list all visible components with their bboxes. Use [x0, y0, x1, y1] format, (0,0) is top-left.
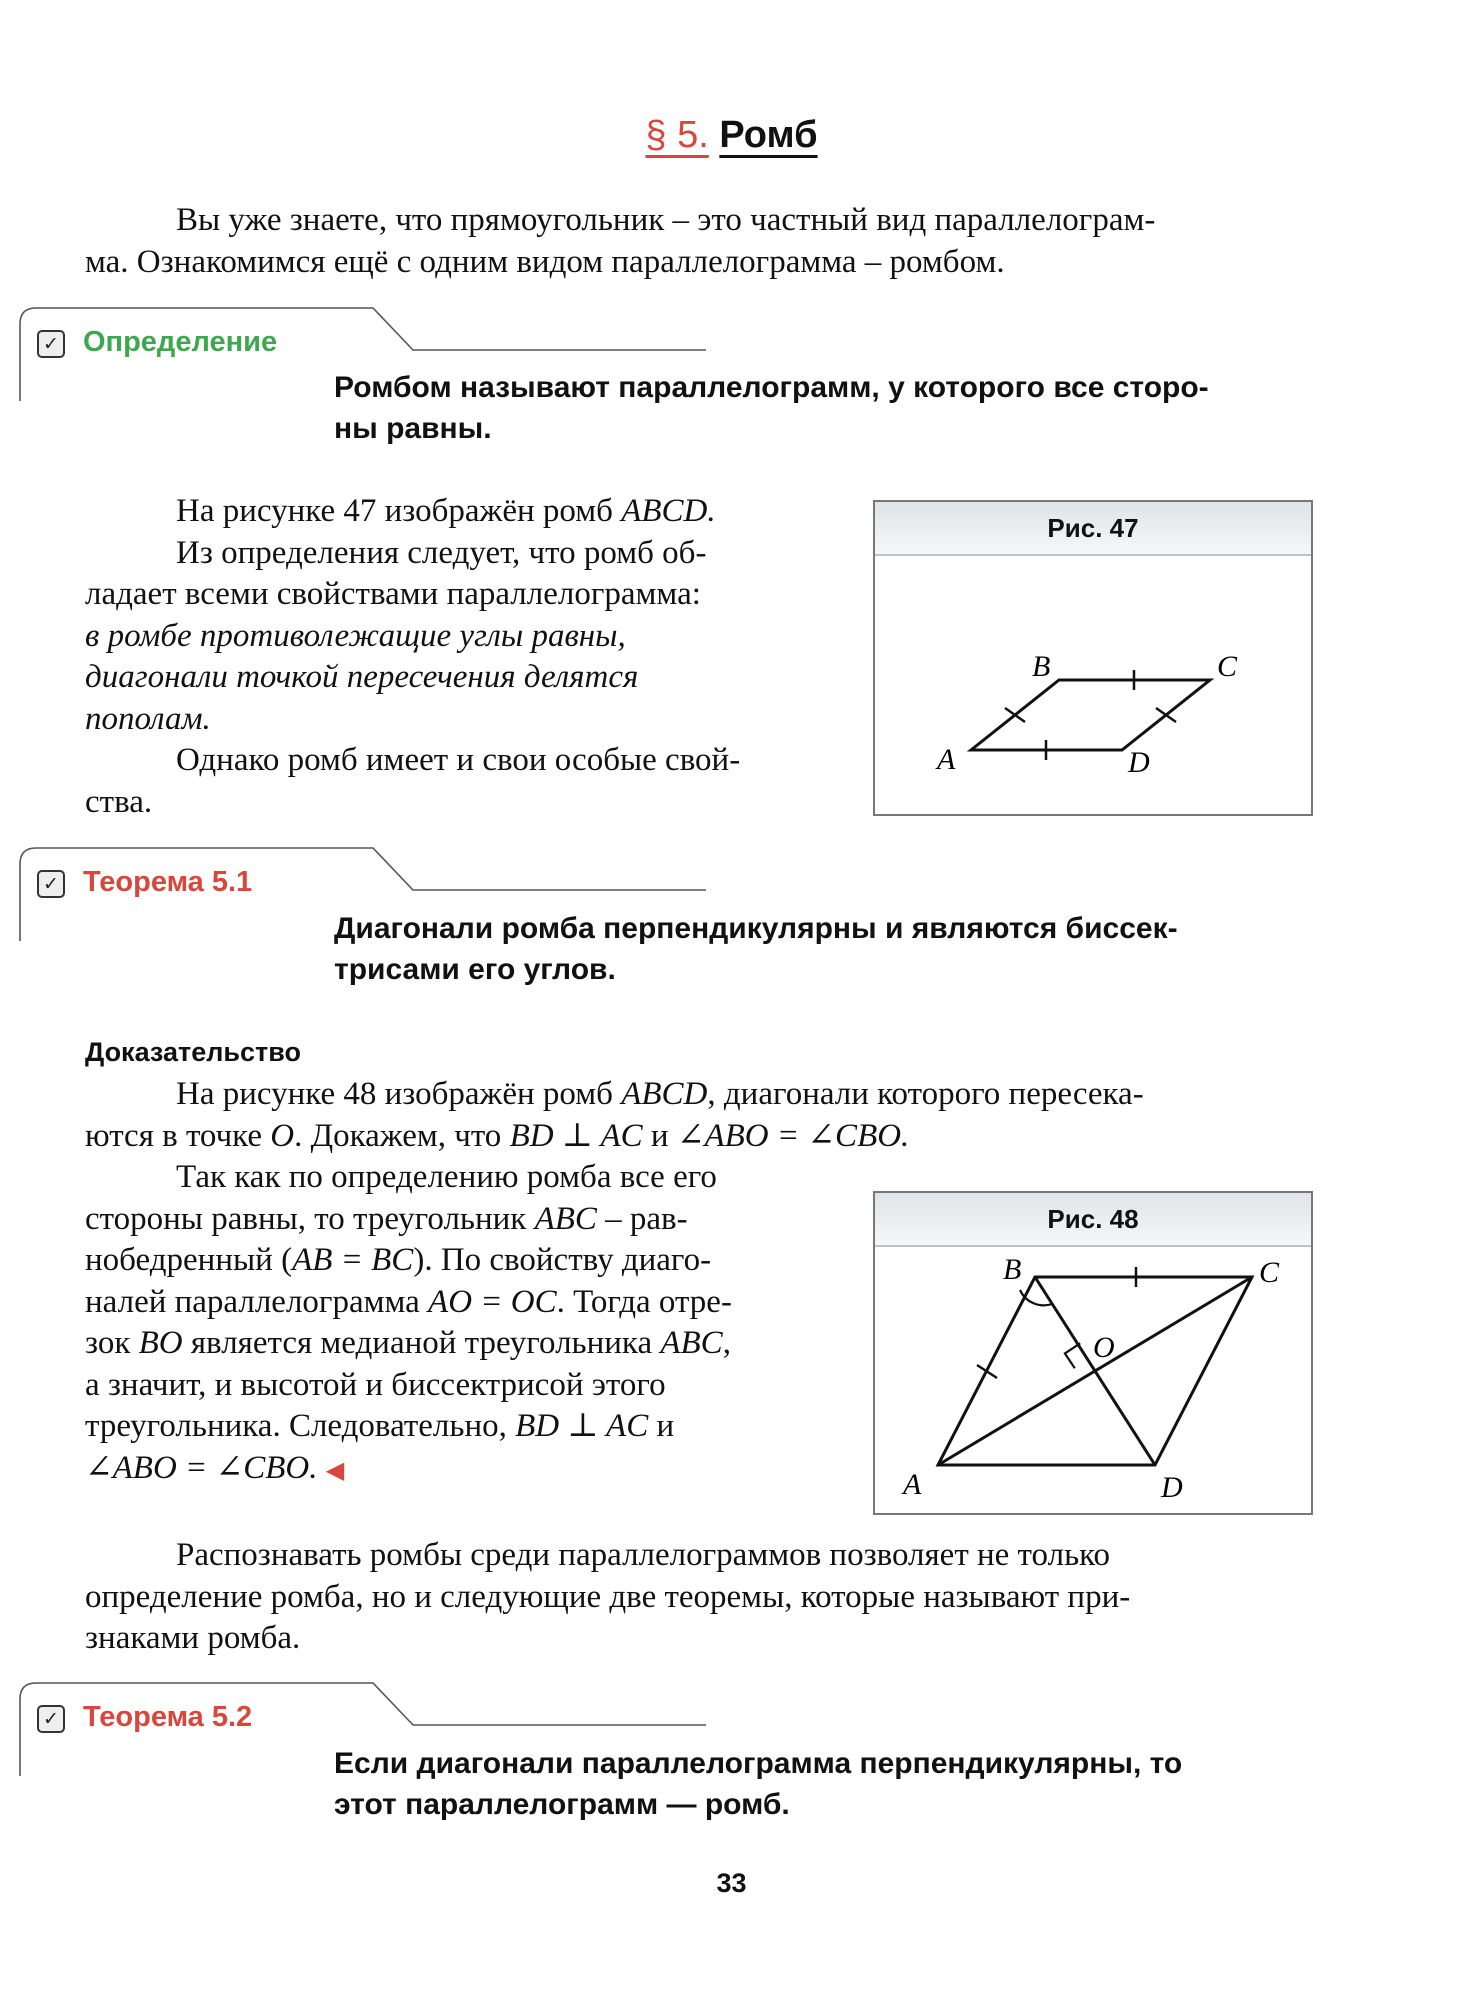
point-label-b: B — [1003, 1253, 1022, 1286]
checkbox-icon: ✓ — [37, 330, 65, 358]
definition-text — [334, 367, 1309, 449]
checkbox-icon: ✓ — [37, 1705, 65, 1733]
point-label-c: C — [1259, 1256, 1280, 1289]
checkbox-icon: ✓ — [37, 870, 65, 898]
figure-caption: Рис. 47 — [875, 502, 1311, 556]
para-line-italic: пополам. — [85, 700, 211, 737]
para-line: Распознавать ромбы среди параллелограммов позволяет не только — [176, 1537, 1110, 1573]
point-label-a: A — [937, 743, 956, 776]
figure-47 — [873, 500, 1313, 816]
theorem-line: этот параллелограмм — ромб. — [334, 1788, 790, 1821]
definition-line: ны равны. — [334, 412, 492, 445]
point-label-o: O — [1093, 1331, 1115, 1364]
proof-line: стороны равны, то треугольник ABC – рав- — [85, 1200, 688, 1237]
theorem-label: Теорема 5.2 — [83, 1701, 253, 1733]
proof-line: Так как по определению ромба все его — [176, 1159, 717, 1195]
paragraph-rhombus-criteria — [85, 1535, 1310, 1660]
para-line: ства. — [85, 783, 153, 820]
proof-intro — [85, 1074, 1310, 1157]
proof-heading: Доказательство — [85, 1037, 301, 1067]
proof-body — [85, 1157, 825, 1492]
section-name: Ромб — [719, 114, 818, 156]
theorem-text — [334, 908, 1309, 990]
para-line-italic: диагонали точкой пересечения делятся — [85, 659, 639, 695]
proof-line: зок BO является медианой треугольника ABC, — [85, 1325, 731, 1361]
proof-line: ∠ABO = ∠CBO. ◀ — [85, 1449, 345, 1486]
point-label-a: A — [903, 1468, 922, 1501]
figure-caption: Рис. 48 — [875, 1193, 1311, 1247]
proof-line: ются в точке O. Докажем, что BD ⊥ AC и ∠ABO = ∠CBO. — [85, 1117, 910, 1154]
theorem-label: Теорема 5.1 — [83, 866, 253, 898]
intro-paragraph — [85, 200, 1310, 283]
definition-label: Определение — [83, 326, 278, 358]
point-label-d: D — [1128, 746, 1150, 779]
para-line: знаками ромба. — [85, 1620, 301, 1656]
theorem-line: трисами его углов. — [334, 953, 616, 986]
proof-line: треугольника. Следовательно, BD ⊥ AC и — [85, 1408, 675, 1444]
rhombus-shape — [971, 680, 1210, 750]
section-number: § 5. — [645, 114, 709, 156]
right-angle-mark — [1065, 1343, 1080, 1368]
definition-line: Ромбом называют параллелограмм, у которого все сторо- — [334, 371, 1209, 404]
proof-line: На рисунке 48 изображён ромб ABCD, диагонали которого пересека- — [176, 1076, 1144, 1112]
rhombus-diagonals-diagram — [875, 1247, 1311, 1513]
theorem-line: Если диагонали параллелограмма перпендикулярны, то — [334, 1747, 1183, 1780]
para-line: определение ромба, но и следующие две теоремы, которые называют при- — [85, 1578, 1131, 1615]
point-label-b: B — [1032, 650, 1051, 683]
figure-48 — [873, 1191, 1313, 1515]
paragraph-rhombus-properties — [85, 491, 825, 823]
para-line: ладает всеми свойствами параллелограмма: — [85, 576, 701, 612]
rhombus-diagram — [875, 556, 1311, 814]
point-label-c: C — [1217, 650, 1238, 683]
proof-line: нобедренный (AB = BC). По свойству диаго- — [85, 1242, 712, 1278]
section-title — [0, 114, 1463, 157]
para-line-italic: в ромбе противолежащие углы равны, — [85, 617, 626, 654]
intro-line: Вы уже знаете, что прямоугольник – это частный вид параллелограм- — [176, 202, 1156, 238]
qed-marker-icon: ◀ — [325, 1457, 345, 1484]
theorem-line: Диагонали ромба перпендикулярны и являются биссек- — [334, 912, 1178, 945]
para-line: Однако ромб имеет и свои особые свой- — [176, 742, 741, 778]
intro-line: ма. Ознакомимся ещё с одним видом параллелограмма – ромбом. — [85, 243, 1005, 280]
theorem-text — [334, 1743, 1309, 1825]
page-number: 33 — [716, 1868, 747, 1898]
math-abcd: ABCD. — [621, 493, 716, 529]
diagonal-bd — [1035, 1277, 1155, 1465]
para-line: На рисунке 47 изображён ромб ABCD. — [176, 493, 716, 529]
proof-line: налей параллелограмма AO = OC. Тогда отре- — [85, 1283, 732, 1320]
para-line: Из определения следует, что ромб об- — [176, 534, 707, 571]
proof-line: а значит, и высотой и биссектрисой этого — [85, 1366, 666, 1403]
point-label-d: D — [1161, 1471, 1183, 1504]
